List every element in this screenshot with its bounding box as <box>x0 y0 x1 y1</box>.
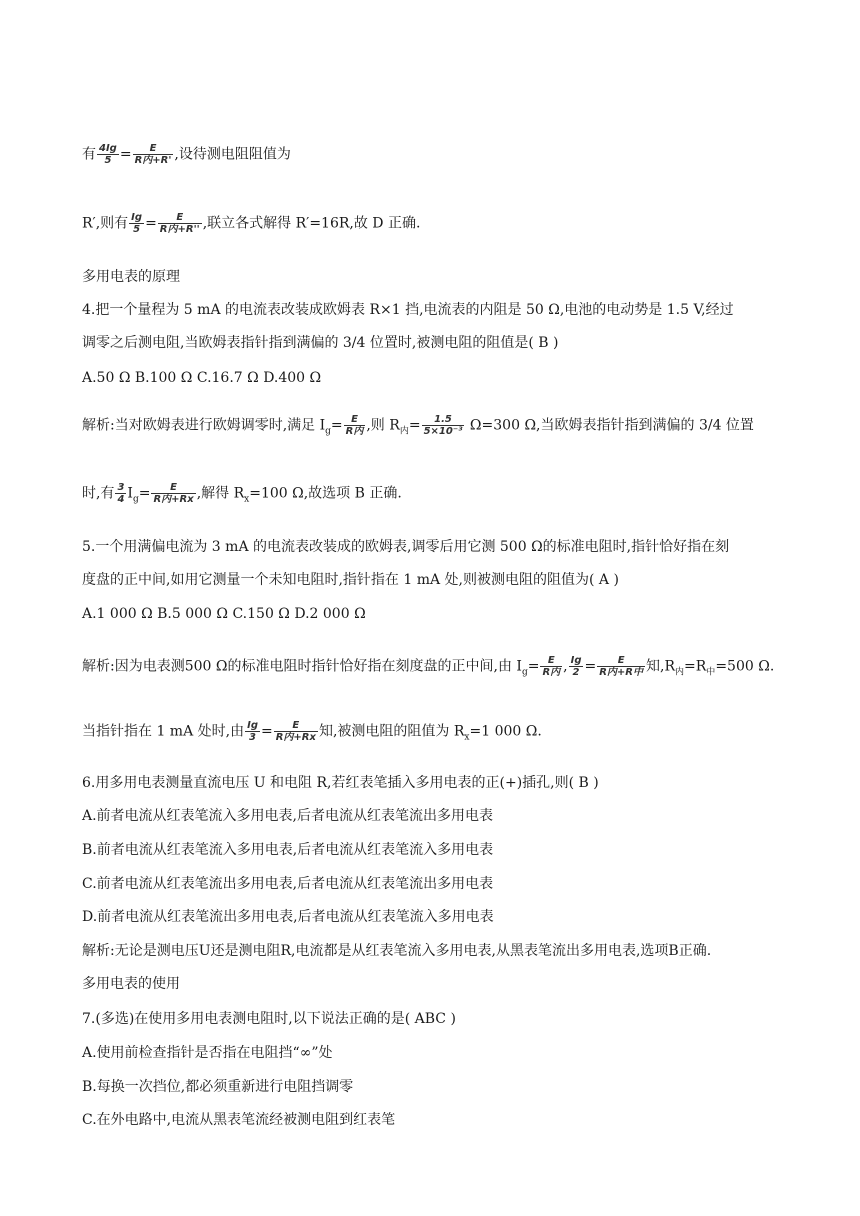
section-heading: 多用电表的使用 <box>82 976 180 992</box>
fraction: $\frac{E}{\text{R内+Rx}}$ <box>153 482 194 505</box>
question-5-solution-2: 当指针指在 1 mA 处时,由 $\frac{Ig}{3}$ = $\frac{E}{\text{R内+Rx}}$ 知,被测电阻的阻值为 $R_x=1$ 000 Ω. <box>82 720 542 743</box>
question-4-options: A.50 Ω B.100 Ω C.16.7 Ω D.400 Ω <box>82 370 322 386</box>
fraction: $\frac{3}{4}$ <box>117 482 125 505</box>
fraction: $\frac{E}{\text{R内}}$ <box>345 414 364 437</box>
question-6-option-a: A.前者电流从红表笔流入多用电表,后者电流从红表笔流出多用电表 <box>82 808 494 824</box>
solution-line-1: 有 $\frac{4Ig}{5}$ = $\frac{E}{\text{R内+R'}}$ ,设待测电阻阻值为 <box>82 143 291 166</box>
fraction: $\frac{E}{\text{R内+Rx}}$ <box>275 720 316 743</box>
question-4-solution-2: 时,有 $\frac{3}{4}$ $I_g=$ $\frac{E}{\text{R内+Rx}}$ ,解得 $R_x=100$ Ω,故选项 B 正确. <box>82 482 402 505</box>
question-7-option-a: A.使用前检查指针是否指在电阻挡“∞”处 <box>82 1045 333 1061</box>
fraction: $\frac{4Ig}{5}$ <box>99 143 117 166</box>
fraction: $\frac{E}{\text{R内+R'}}$ <box>134 143 172 166</box>
fraction: $\frac{Ig}{3}$ <box>247 720 258 743</box>
fraction: $\frac{Ig}{2}$ <box>570 655 582 678</box>
question-6-option-d: D.前者电流从红表笔流出多用电表,后者电流从红表笔流入多用电表 <box>82 909 494 925</box>
question-5-line-2: 度盘的正中间,如用它测量一个未知电阻时,指针指在 1 mA 处,则被测电阻的阻值为( A ) <box>82 572 619 588</box>
solution-line-2: R′,则有 $\frac{Ig}{5}$ = $\frac{E}{\text{R内+R''}}$ ,联立各式解得 R′=16R,故 D 正确. <box>82 212 421 235</box>
question-4-line-2: 调零之后测电阻,当欧姆表指针指到满偏的 3/4 位置时,被测电阻的阻值是( B ) <box>82 335 559 351</box>
question-5-solution-1: 解析:因为电表测500 Ω的标准电阻时指针恰好指在刻度盘的正中间,由 $I_g=$ $\frac{E}{\text{R内}}$ , $\frac{Ig}{2}$ = $\frac{E}{\text{R内+R中}}$ 知$,R_内=R_中=500$ Ω. <box>82 655 775 678</box>
fraction: $\frac{1.5}{\text{5×10⁻³}}$ <box>423 414 463 437</box>
question-5-line-1: 5.一个用满偏电流为 3 mA 的电流表改装成的欧姆表,调零后用它测 500 Ω的标准电阻时,指针恰好指在刻 <box>82 539 730 555</box>
fraction: $\frac{E}{\text{R内}}$ <box>542 655 561 678</box>
fraction: $\frac{E}{\text{R内+R中}}$ <box>599 655 643 678</box>
question-4-solution-1: 解析:当对欧姆表进行欧姆调零时,满足 $I_g=$ $\frac{E}{\text{R内}}$ ,则 $R_内=$ $\frac{1.5}{\text{5×10⁻³}}$ Ω=300 Ω,当欧姆表指针指到满偏的 3/4 位置 <box>82 414 754 437</box>
question-6-option-c: C.前者电流从红表笔流出多用电表,后者电流从红表笔流出多用电表 <box>82 876 494 892</box>
question-6-solution: 解析:无论是测电压U还是测电阻R,电流都是从红表笔流入多用电表,从黑表笔流出多用电表,选项B正确. <box>82 943 712 959</box>
fraction: $\frac{Ig}{5}$ <box>131 212 143 235</box>
section-heading: 多用电表的原理 <box>82 269 180 285</box>
fraction: $\frac{E}{\text{R内+R''}}$ <box>159 212 200 235</box>
question-6-stem: 6.用多用电表测量直流电压 U 和电阻 R,若红表笔插入多用电表的正(+)插孔,则( B ) <box>82 775 599 791</box>
question-7-stem: 7.(多选)在使用多用电表测电阻时,以下说法正确的是( ABC ) <box>82 1011 456 1027</box>
question-4-line-1: 4.把一个量程为 5 mA 的电流表改装成欧姆表 R×1 挡,电流表的内阻是 50 Ω,电池的电动势是 1.5 V,经过 <box>82 302 734 318</box>
question-6-option-b: B.前者电流从红表笔流入多用电表,后者电流从红表笔流入多用电表 <box>82 842 494 858</box>
question-7-option-b: B.每换一次挡位,都必须重新进行电阻挡调零 <box>82 1079 354 1095</box>
text: 有 <box>82 146 96 163</box>
question-5-options: A.1 000 Ω B.5 000 Ω C.150 Ω D.2 000 Ω <box>82 606 366 622</box>
question-7-option-c: C.在外电路中,电流从黑表笔流经被测电阻到红表笔 <box>82 1112 396 1128</box>
